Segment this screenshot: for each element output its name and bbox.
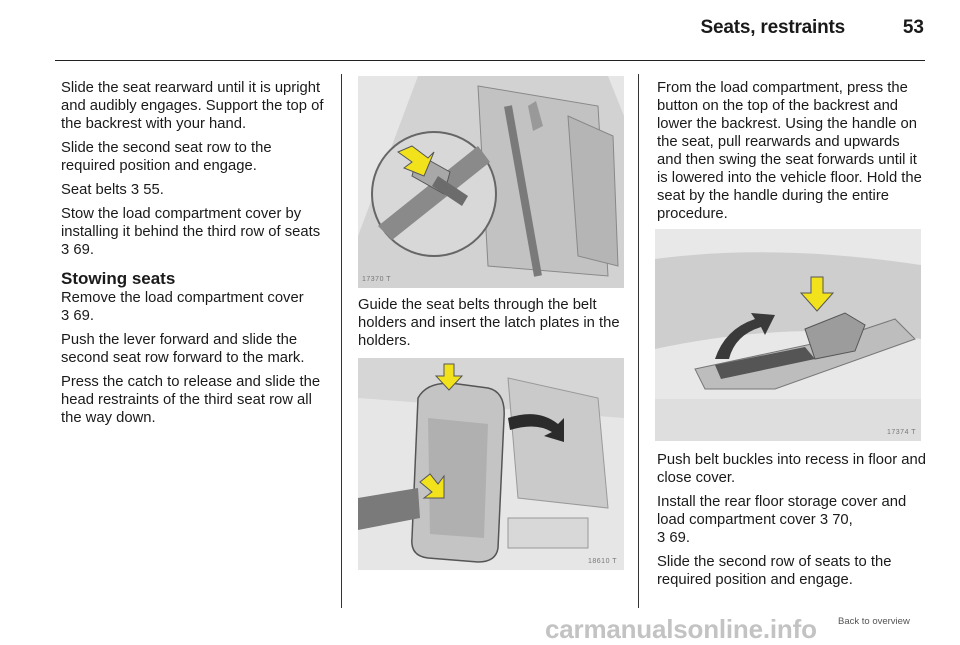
column-divider-2 — [638, 74, 639, 608]
paragraph-text: Remove the load compartment cover — [61, 290, 304, 306]
paragraph: Slide the second seat row to the required position and engage. — [61, 140, 272, 174]
paragraph-text: Stow the load compartment cover by installing it behind the third row of seats — [61, 206, 321, 240]
page-reference-link[interactable]: 69. — [73, 242, 94, 258]
paragraph — [61, 205, 329, 259]
figure-seat-handle — [655, 229, 921, 441]
paragraph — [657, 493, 927, 547]
header-divider — [55, 60, 925, 61]
paragraph — [61, 181, 329, 199]
reference-arrow-icon: 3 — [657, 530, 666, 546]
paragraph: From the load compartment, press the button on the top of the backrest and lower the backrest. Using the handle on the seat, pull rearwards and upwards and then swing the seat forwards until it is lowered into the vehicle floor. Hold the seat by the handle during the entire procedure. — [657, 80, 922, 222]
page-reference-link[interactable]: 70, — [832, 512, 853, 528]
reference-arrow-icon: 3 — [61, 308, 70, 324]
paragraph-text: Seat belts — [61, 182, 131, 198]
page-reference-link[interactable]: 69. — [73, 308, 94, 324]
paragraph — [61, 289, 329, 325]
head-restraint-illustration — [358, 358, 624, 570]
figure-code: 18610 T — [588, 558, 618, 565]
watermark: carmanualsonline.info — [545, 614, 817, 644]
paragraph-text: Install the rear floor storage cover and load compartment cover — [657, 494, 907, 528]
column-1 — [61, 79, 329, 433]
figure-seat-belt-holder — [358, 76, 624, 288]
page-reference-link[interactable]: 55. — [143, 182, 164, 198]
paragraph: Guide the seat belts through the belt holders and insert the latch plates in the holders. — [358, 297, 620, 349]
reference-arrow-icon: 3 — [61, 242, 70, 258]
column-3-lower — [657, 451, 927, 595]
section-heading: Stowing seats — [61, 269, 176, 288]
column-2-caption — [358, 296, 628, 356]
seat-belt-holder-illustration — [358, 76, 624, 288]
figure-code: 17370 T — [362, 276, 392, 283]
page-reference-link[interactable]: 69. — [669, 530, 690, 546]
paragraph: Push the lever forward and slide the second seat row forward to the mark. — [61, 332, 305, 366]
reference-arrow-icon: 3 — [130, 182, 140, 198]
figure-head-restraint — [358, 358, 624, 570]
page-header-title: Seats, restraints — [700, 17, 845, 38]
column-divider-1 — [341, 74, 342, 608]
page-number: 53 — [902, 17, 924, 38]
paragraph: Slide the seat rearward until it is upright and audibly engages. Support the top of the backrest with your hand. — [61, 80, 324, 132]
reference-arrow-icon: 3 — [819, 512, 829, 528]
column-3 — [657, 79, 927, 229]
paragraph: Press the catch to release and slide the head restraints of the third seat row all the way down. — [61, 374, 321, 426]
back-to-overview-link[interactable]: Back to overview — [838, 616, 910, 627]
figure-code: 17374 T — [887, 429, 917, 436]
paragraph: Push belt buckles into recess in floor and close cover. — [657, 452, 926, 486]
paragraph: Slide the second row of seats to the required position and engage. — [657, 554, 892, 588]
seat-handle-illustration — [655, 229, 921, 441]
